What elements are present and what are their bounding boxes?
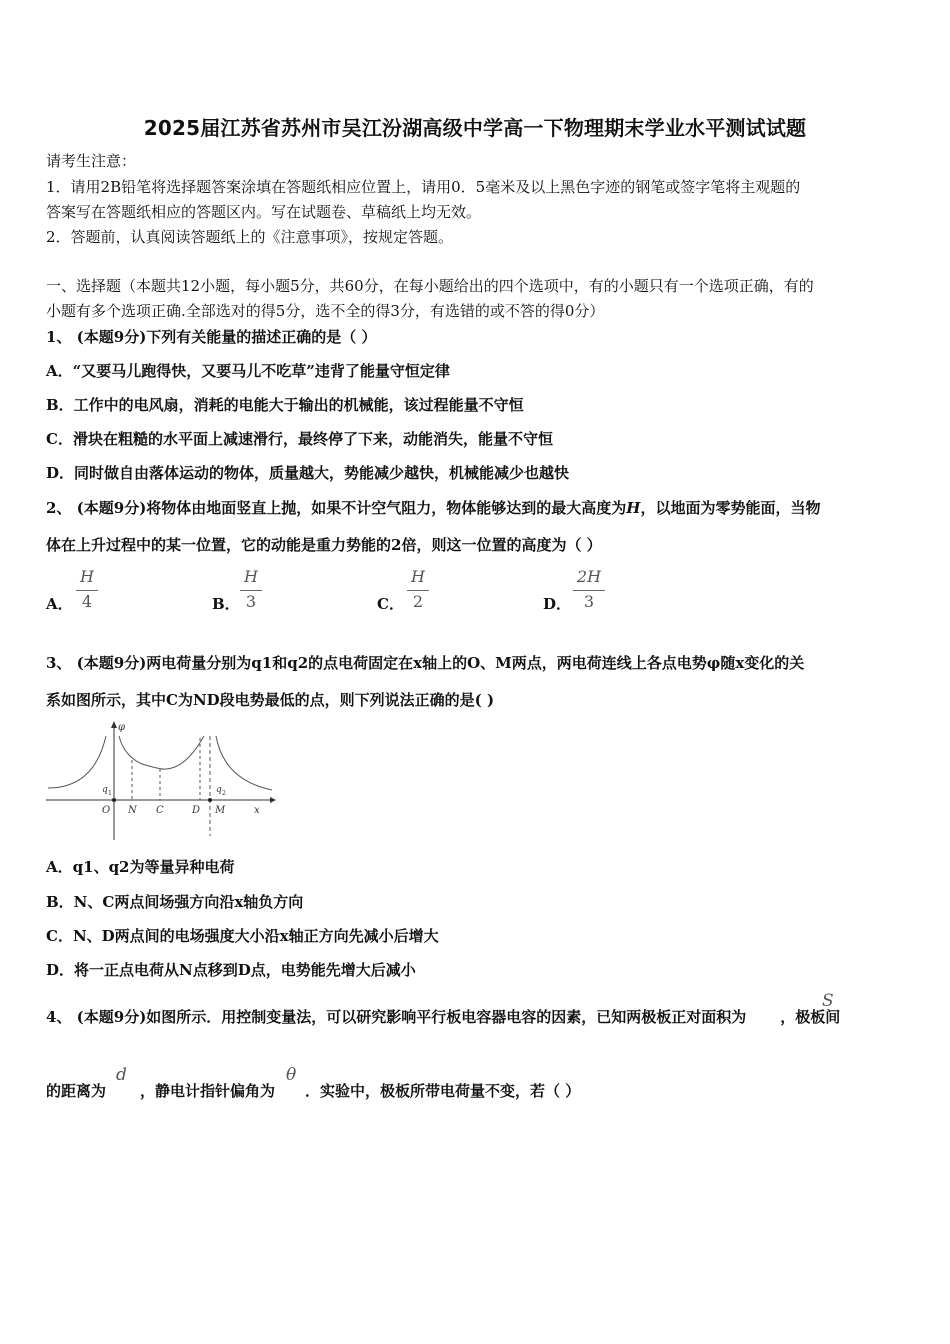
x-axis-arrow (270, 797, 276, 803)
q4-stem-text: 4、 (本题9分)如图所示．用控制变量法，可以研究影响平行板电容器电容的因素，已知两极板正对面积为 (46, 1008, 747, 1026)
numerator: H (244, 567, 258, 586)
q4-symbol-s: S (822, 991, 834, 1011)
q3-stem-line-2: 系如图所示，其中C为ND段电势最低的点，则下列说法正确的是( ) (46, 691, 495, 709)
numerator: H (80, 567, 94, 586)
q2-var-h: H (626, 499, 641, 517)
q3-option-d: D．将一正点电荷从N点移到D点，电势能先增大后减小 (46, 961, 416, 979)
fraction (407, 566, 429, 613)
option-letter: B． (212, 595, 240, 613)
q4-symbol-theta: θ (286, 1065, 297, 1085)
label-phi: φ (118, 722, 126, 733)
label-q1-sub: 1 (108, 790, 112, 797)
q4-stem-line-2 (46, 1080, 908, 1102)
page-title: 2025届江苏省苏州市吴江汾湖高级中学高一下物理期末学业水平测试试题 (143, 116, 807, 140)
q1-option-d: D．同时做自由落体运动的物体，质量越大，势能减少越快，机械能减少也越快 (46, 464, 570, 482)
q2-stem-text-end: ，以地面为零势能面，当物 (640, 499, 821, 517)
curve-middle (119, 736, 204, 769)
fraction (240, 566, 262, 613)
phi-axis-arrow (111, 721, 117, 728)
charge-q2-dot (208, 798, 212, 802)
q1-option-a: A．“又要马儿跑得快，又要马儿不吃草”违背了能量守恒定律 (46, 362, 450, 380)
q4-stem-text-2a: 的距离为 (46, 1082, 107, 1100)
q4-symbol-d: d (116, 1065, 127, 1085)
section-heading: 一、选择题（本题共12小题，每小题5分，共60分，在每小题给出的四个选项中，有的小题只有一个选项正确，有的 (46, 277, 814, 295)
label-m: M (215, 805, 226, 816)
fraction (573, 566, 605, 613)
q3-option-c: C．N、D两点间的电场强度大小沿x轴正方向先减小后增大 (46, 927, 439, 945)
q4-stem-text-end: ，极板间 (780, 1008, 841, 1026)
q2-stem-line-2: 体在上升过程中的某一位置，它的动能是重力势能的2倍，则这一位置的高度为（ ） (46, 536, 602, 554)
option-letter: C． (377, 595, 404, 613)
notice-item-1: 1．请用2B铅笔将选择题答案涂填在答题纸相应位置上，请用0．5毫米及以上黑色字迹的钢笔或签字笔将主观题的 (46, 178, 801, 196)
numerator: 2H (576, 567, 602, 586)
q3-option-b: B．N、C两点间场强方向沿x轴负方向 (46, 893, 304, 911)
notice-item-1-cont: 答案写在答题纸相应的答题区内。写在试题卷、草稿纸上均无效。 (46, 203, 482, 221)
option-letter: A． (46, 595, 73, 613)
q1-option-c: C．滑块在粗糙的水平面上减速滑行，最终停了下来，动能消失，能量不守恒 (46, 430, 553, 448)
potential-graph (44, 718, 280, 840)
option-letter: D． (543, 595, 572, 613)
denominator: 4 (81, 592, 93, 611)
q2-stem-line-1 (46, 497, 908, 519)
q4-stem-text-2b: ，静电计指针偏角为 (140, 1082, 276, 1100)
q3-stem-line-1: 3、 (本题9分)两电荷量分别为q1和q2的点电荷固定在x轴上的O、M两点，两电荷连线上各点电势φ随x变化的关 (46, 654, 805, 672)
label-n: N (128, 805, 137, 816)
q2-stem-text: 2、 (本题9分)将物体由地面竖直上抛，如果不计空气阻力，物体能够达到的最大高度为 (46, 499, 627, 517)
q1-stem: 1、 (本题9分)下列有关能量的描述正确的是（ ） (46, 328, 377, 346)
denominator: 3 (583, 592, 595, 611)
label-d: D (192, 805, 201, 816)
label-c: C (156, 805, 164, 816)
charge-q1-dot (112, 798, 116, 802)
q3-option-a: A．q1、q2为等量异种电荷 (46, 858, 235, 876)
label-x: x (254, 805, 260, 816)
denominator: 2 (412, 592, 424, 611)
label-o: O (102, 805, 111, 816)
curve-left (48, 736, 106, 788)
denominator: 3 (245, 592, 257, 611)
notice-item-2: 2．答题前，认真阅读答题纸上的《注意事项》，按规定答题。 (46, 228, 454, 246)
q1-option-b: B．工作中的电风扇，消耗的电能大于输出的机械能，该过程能量不守恒 (46, 396, 524, 414)
section-heading-cont: 小题有多个选项正确.全部选对的得5分，选不全的得3分，有选错的或不答的得0分） (46, 302, 605, 320)
q4-stem-line-1 (46, 1006, 908, 1028)
fraction (76, 566, 98, 613)
curve-right (216, 736, 272, 790)
label-q2: q (216, 785, 222, 795)
label-q2-sub: 2 (222, 790, 226, 797)
notice-heading: 请考生注意： (46, 152, 137, 170)
q2-options (46, 566, 746, 622)
label-q1: q (102, 785, 108, 795)
numerator: H (411, 567, 425, 586)
q4-stem-text-2c: ．实验中，极板所带电荷量不变，若（ ） (305, 1082, 581, 1100)
